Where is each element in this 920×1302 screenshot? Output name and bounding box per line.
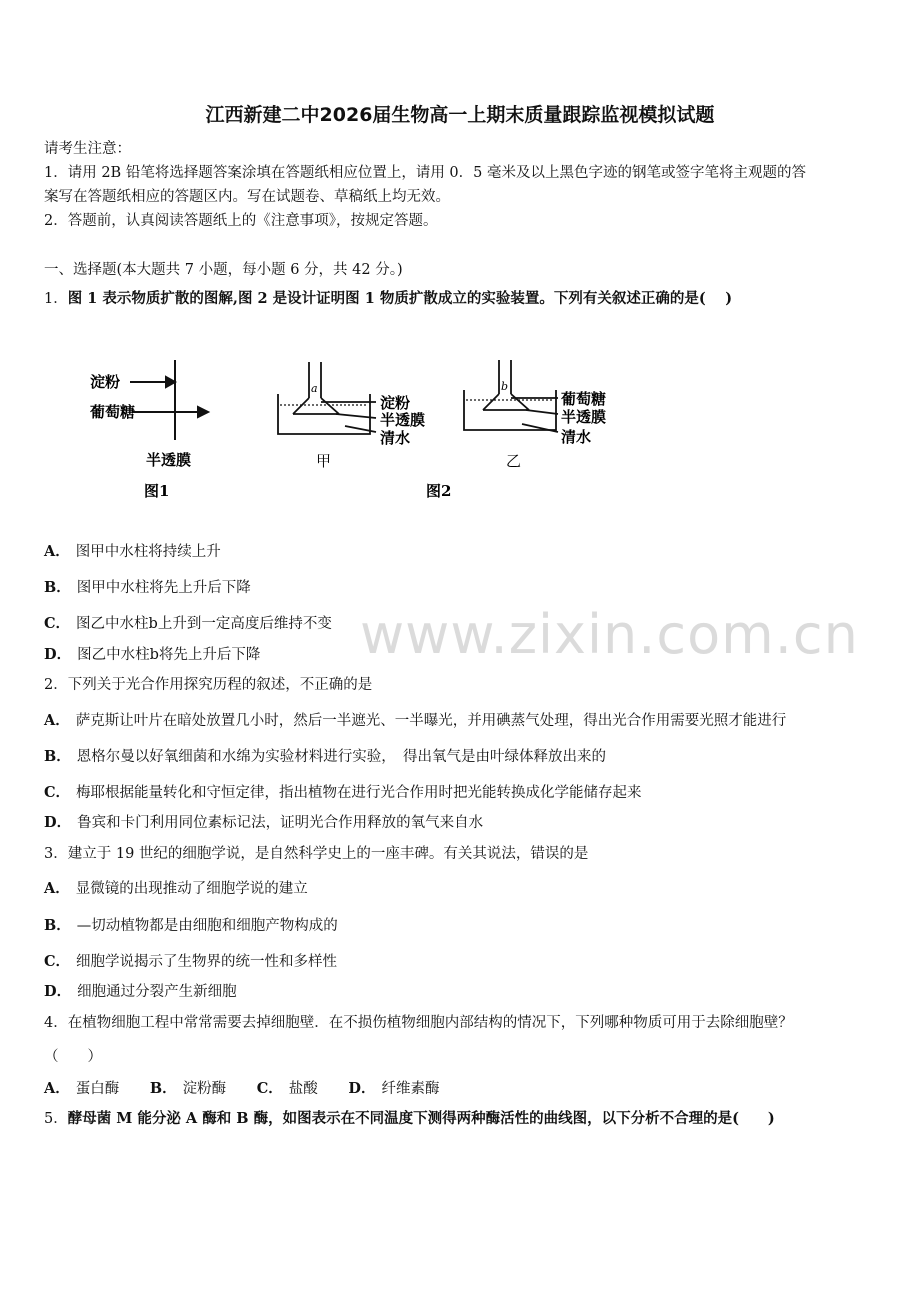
q4-option-b: B． 淀粉酶 <box>149 1080 227 1097</box>
yi-column-b-label: b <box>501 380 509 393</box>
fig1-caption: 图1 <box>144 482 170 500</box>
yi-membrane-label: 半透膜 <box>561 408 607 426</box>
fig1-starch-label: 淀粉 <box>90 373 121 391</box>
q1-option-a: A． 图甲中水柱将持续上升 <box>44 543 221 560</box>
question-number: 1． <box>44 291 68 307</box>
yi-glucose-label: 葡萄糖 <box>561 390 607 408</box>
question-3 <box>44 844 588 864</box>
jia-membrane-label: 半透膜 <box>380 411 426 429</box>
question-number: 3． <box>44 846 68 862</box>
question-stem: 在植物细胞工程中常常需要去掉细胞壁．在不损伤植物细胞内部结构的情况下，下列哪种物质可用于去除细胞壁？ <box>67 1015 793 1031</box>
q4-option-a: A． 蛋白酶 <box>44 1080 120 1097</box>
q1-option-d: D． 图乙中水柱b将先上升后下降 <box>44 646 261 663</box>
question-5 <box>44 1109 775 1129</box>
page-title: 江西新建二中2026届生物高一上期末质量跟踪监视模拟试题 <box>205 104 715 126</box>
q3-option-b: B． —切动植物都是由细胞和细胞产物构成的 <box>44 917 338 934</box>
notice-line-2: 2．答题前，认真阅读答题纸上的《注意事项》，按规定答题。 <box>44 213 438 229</box>
q4-option-d: D． 纤维素酶 <box>348 1080 440 1097</box>
question-stem: 建立于 19 世纪的细胞学说，是自然科学史上的一座丰碑。有关其说法，错误的是 <box>67 846 589 862</box>
q4-option-c: C． 盐酸 <box>256 1080 318 1097</box>
q3-option-c: C． 细胞学说揭示了生物界的统一性和多样性 <box>44 953 338 970</box>
q2-option-b: B． 恩格尔曼以好氧细菌和水绵为实验材料进行实验， 得出氧气是由叶绿体释放出来的 <box>44 748 607 765</box>
q4-answer-paren: （ ） <box>44 1049 102 1065</box>
question-number: 2． <box>44 677 68 693</box>
q3-option-a: A． 显微镜的出现推动了细胞学说的建立 <box>44 880 308 897</box>
q3-option-d: D． 细胞通过分裂产生新细胞 <box>44 983 237 1000</box>
question-1 <box>44 289 732 309</box>
yi-water-label: 清水 <box>561 428 592 446</box>
question-stem: 酵母菌 M 能分泌 A 酶和 B 酶，如图表示在不同温度下测得两种酶活性的曲线图，以下分析不合理的是( ) <box>67 1110 775 1127</box>
jia-column-a-label: a <box>311 382 318 395</box>
fig1-membrane-label: 半透膜 <box>146 451 192 469</box>
yi-caption: 乙 <box>506 452 522 470</box>
beaker-jia-diagram <box>278 362 376 434</box>
diffusion-figure <box>80 350 640 510</box>
q2-option-c: C． 梅耶根据能量转化和守恒定律，指出植物在进行光合作用时把光能转换成化学能储存起来 <box>44 784 642 801</box>
fig1-glucose-label: 葡萄糖 <box>90 403 136 421</box>
figure-1-diagram <box>130 360 208 440</box>
question-2 <box>44 675 372 695</box>
q1-option-c: C． 图乙中水柱b上升到一定高度后维持不变 <box>44 615 332 632</box>
question-number: 5． <box>44 1111 68 1127</box>
fig2-caption: 图2 <box>426 482 452 500</box>
jia-caption: 甲 <box>316 452 332 470</box>
question-4 <box>44 1013 793 1033</box>
watermark: www.zixin.com.cn <box>360 603 859 666</box>
beaker-yi-diagram <box>464 360 558 432</box>
q1-option-b: B． 图甲中水柱将先上升后下降 <box>44 579 251 596</box>
q4-options <box>44 1079 465 1099</box>
jia-starch-label: 淀粉 <box>380 394 411 412</box>
notice-line-1a: 1．请用 2B 铅笔将选择题答案涂填在答题纸相应位置上，请用 0．5 毫米及以上黑色字迹的钢笔或签字笔将主观题的答 <box>44 165 806 181</box>
notice-heading: 请考生注意： <box>44 141 131 157</box>
question-stem: 图 1 表示物质扩散的图解,图 2 是设计证明图 1 物质扩散成立的实验装置。下列有关叙述正确的是( ) <box>67 290 733 307</box>
section-heading: 一、选择题(本大题共 7 小题，每小题 6 分，共 42 分。) <box>44 262 403 278</box>
question-stem: 下列关于光合作用探究历程的叙述，不正确的是 <box>67 677 373 693</box>
jia-water-label: 清水 <box>380 429 411 447</box>
notice-line-1b: 案写在答题纸相应的答题区内。写在试题卷、草稿纸上均无效。 <box>44 189 450 205</box>
q2-option-a: A． 萨克斯让叶片在暗处放置几小时，然后一半遮光、一半曝光，并用碘蒸气处理，得出光合作用需要光照才能进行 <box>44 712 787 729</box>
q2-option-d: D． 鲁宾和卡门利用同位素标记法，证明光合作用释放的氧气来自水 <box>44 814 484 831</box>
question-number: 4． <box>44 1015 68 1031</box>
